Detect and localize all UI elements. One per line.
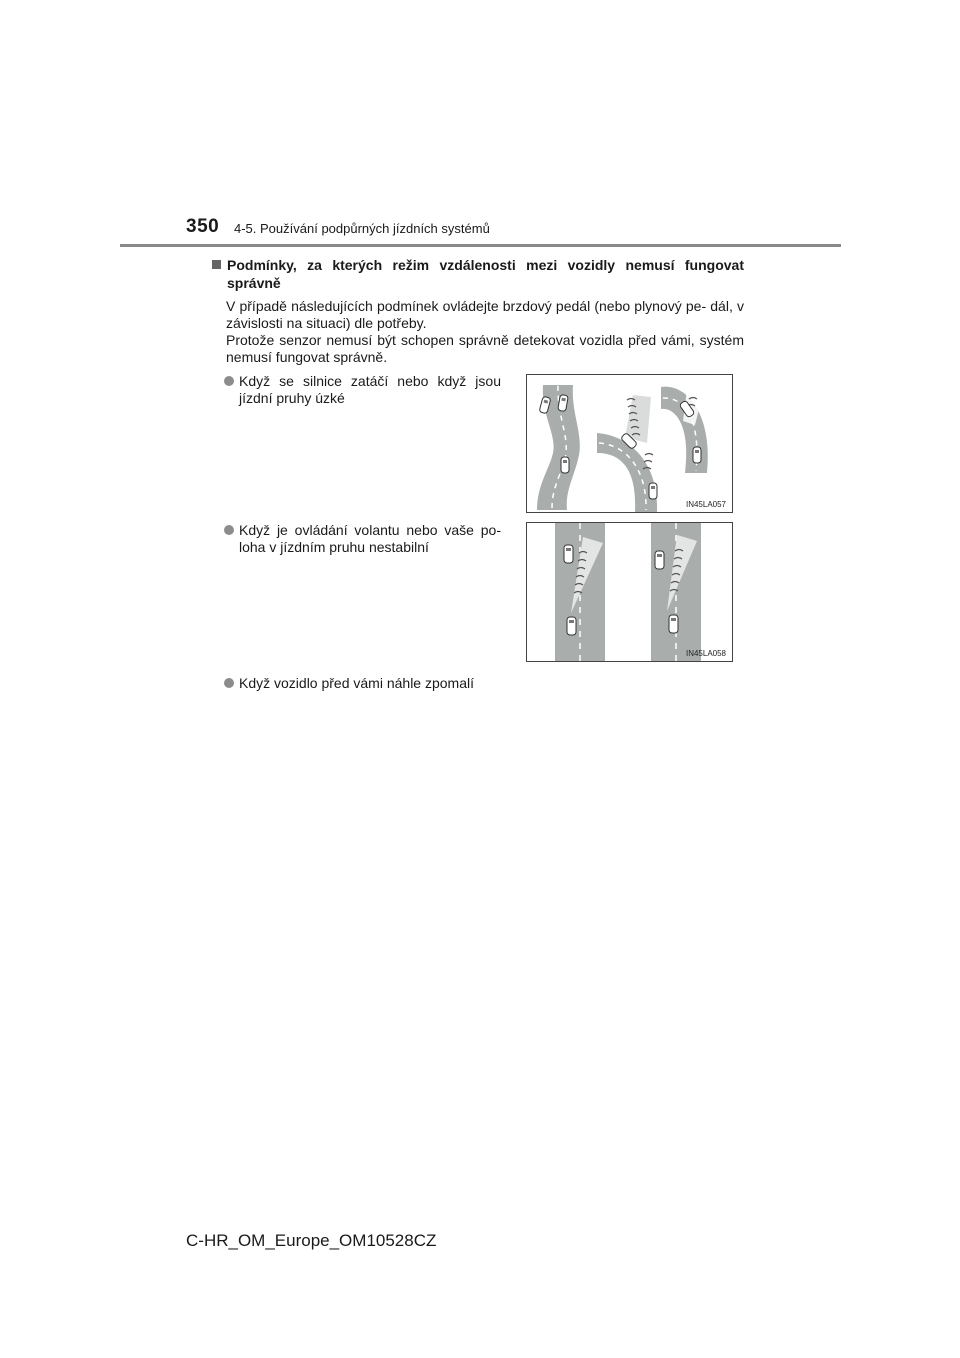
section-block [212, 256, 744, 366]
car [567, 617, 576, 635]
square-bullet-icon [212, 260, 221, 269]
section-paragraph [226, 298, 744, 366]
car [649, 483, 657, 499]
paragraph-line-1: V případě následujících podmínek ovládejte brzdový pedál (nebo plynový pe- dál, v závislosti na situaci) dle potřeby. [226, 298, 744, 331]
bullet-item-unstable-steering [224, 522, 501, 556]
bullet-text: Když se silnice zatáčí nebo když jsou jízdní pruhy úzké [239, 373, 501, 406]
bullet-item-sudden-deceleration [224, 675, 559, 692]
section-heading-text: Podmínky, za kterých režim vzdálenosti mezi vozidly nemusí fungovat správně [227, 257, 744, 291]
car [669, 615, 678, 633]
figure-code: IN45LA057 [685, 500, 726, 509]
figure-code: IN45LA058 [685, 649, 726, 658]
bullet-dot-icon [224, 376, 234, 386]
figure-straight-lanes [526, 522, 733, 662]
car [655, 551, 664, 569]
paragraph-line-2: Protože senzor nemusí být schopen správně detekovat vozidla před vámi, systém nemusí fungovat správně. [226, 332, 744, 365]
header-rule [120, 244, 841, 247]
figure-curved-roads [526, 374, 733, 513]
bullet-text: Když je ovládání volantu nebo vaše po- loha v jízdním pruhu nestabilní [239, 522, 501, 555]
footer-document-code: C-HR_OM_Europe_OM10528CZ [186, 1231, 437, 1250]
bullet-dot-icon [224, 525, 234, 535]
section-heading [212, 256, 744, 292]
car [693, 447, 701, 463]
chapter-title: 4-5. Používání podpůrných jízdních systémů [234, 221, 490, 236]
straight-lanes-illustration [527, 523, 732, 661]
car [561, 457, 569, 473]
car [564, 545, 573, 563]
bullet-item-curved-road [224, 373, 501, 407]
bullet-text: Když vozidlo před vámi náhle zpomalí [239, 675, 475, 691]
curved-roads-illustration [527, 375, 732, 512]
bullet-dot-icon [224, 678, 234, 688]
page-number: 350 [186, 216, 220, 237]
